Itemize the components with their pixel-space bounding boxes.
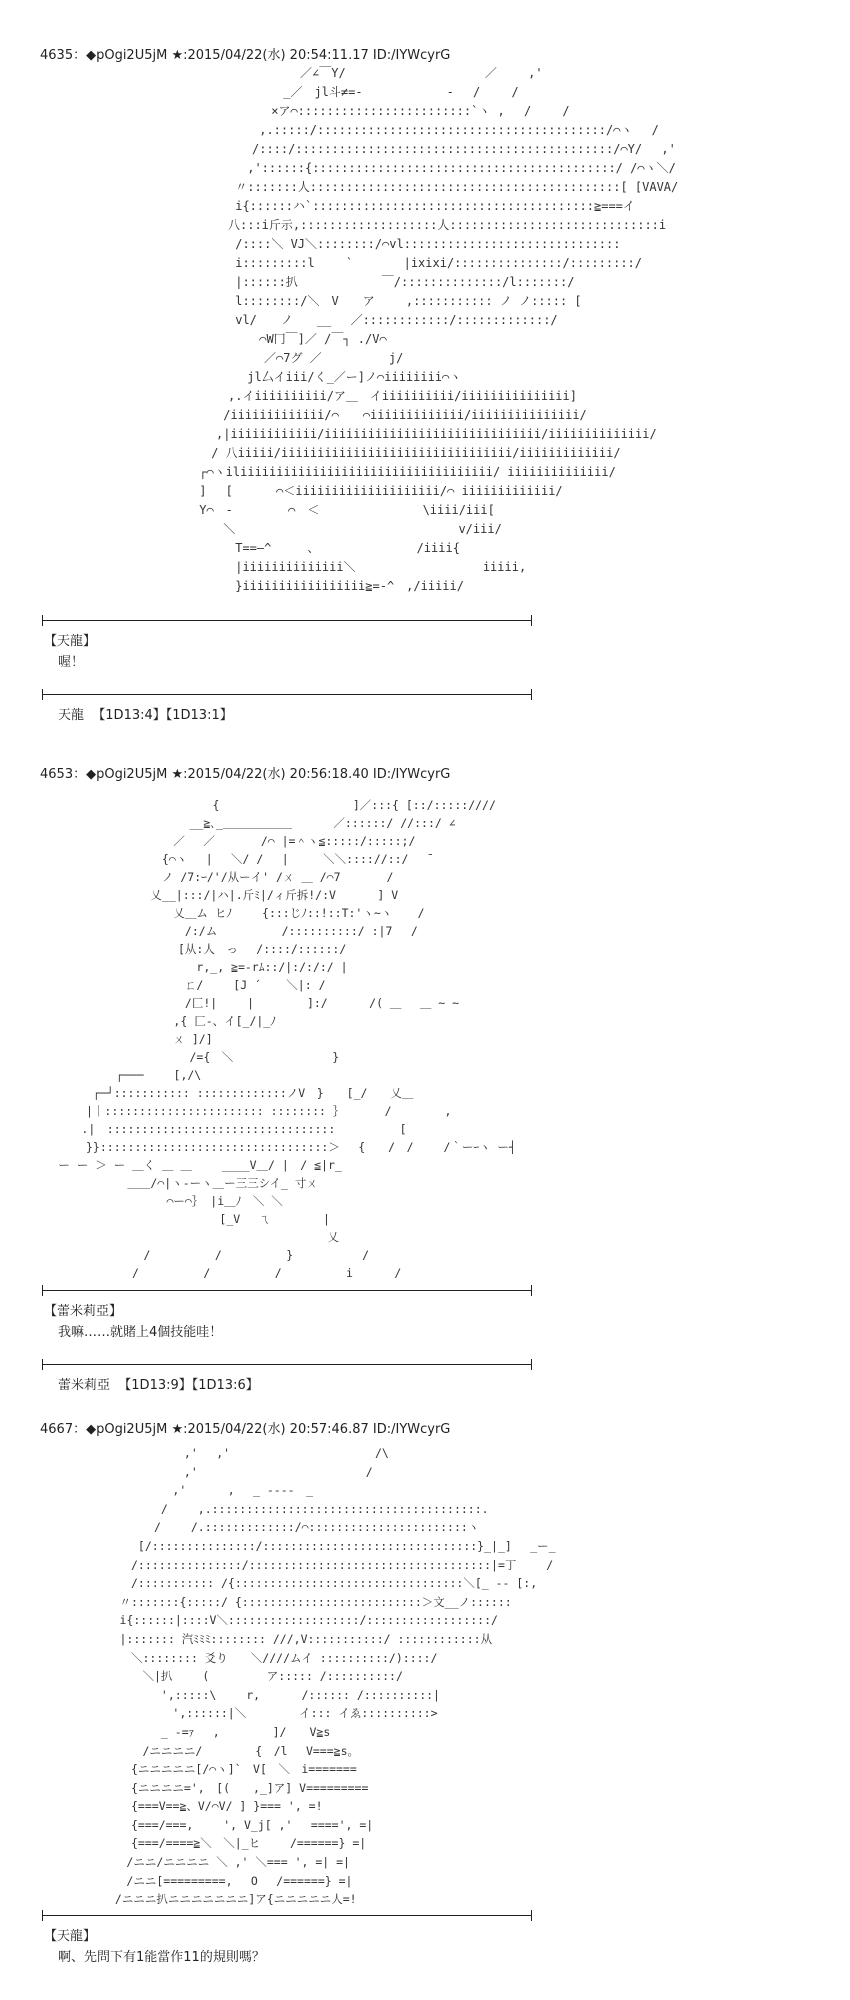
dice-roll-line bbox=[58, 704, 233, 723]
dialogue-line: 喔！ bbox=[58, 655, 85, 670]
divider bbox=[42, 620, 532, 621]
dialogue-line: 我嘛……就賭上4個技能哇！ bbox=[58, 1325, 223, 1340]
ascii-art-tenryu-1: ／∠￣Y/ ／ ,' _／ jl斗≠=- - / / ×ア⌒::::::::::::::::::::::::`ヽ , / / ,.:::::/::::::::::::::::::::::::::::::::::::::::/⌒ヽ / /::::/::::::::::::::::::::::::::::::::::::::::::::/⌒Y/ ,' ,'::::::{::::::::::::::::::::::::::::::::::::::::::/ /⌒ヽ＼/ 〃:::::::人:::::::::::::::::::::::::::::::::::::::::::[ [VAVA/ i{::::::ハ`:::::::::::::::::::::::::::::::::::::::≧===イ 八:::i斤示,:::::::::::::::::::人:::::::::::::::::::::::::::::i /::::＼ VJ＼::::::::/⌒vl:::::::::::::::::::::::::::::: i:::::::::l ` |ixixi/:::::::::::::::/:::::::::/ |::::::扒 ￣/::::::::::::::/l:::::::/ l::::::::/＼ V ア ,::::::::::: ノ ノ::::: [ vl/ ノ __ ／::::::::::::/:::::::::::::/ ⌒W冂￣]／ /￣┐ ./V⌒ ／⌒7グ ／ j/ jl厶イiii/く_／ー]ノ⌒iiiiiiii⌒ヽ ,.イiiiiiiiiii/ア＿ イiiiiiiiiii/iiiiiiiiiiiiiii] /iiiiiiiiiiiii/⌒ ⌒iiiiiiiiiiiii/iiiiiiiiiiiiiii/ ,|iiiiiiiiiiii/iiiiiiiiiiiiiiiiiiiiiiiiiiiiii/iiiiiiiiiiiiii/ / 八iiiii/iiiiiiiiiiiiiiiiiiiiiiiiiiiiiiii/iiiiiiiiiiiii/ ┌⌒ヽiliiiiiiiiiiiiiiiiiiiiiiiiiiiiiiiiiii/ iiiiiiiiiiiiii/ ] [ ⌒＜iiiiiiiiiiiiiiiiiiii/⌒ iiiiiiiiiiiii/ Y⌒ - ⌒ ＜ \iiii/iii[ ＼ v/iii/ T==―^ 、 /iiii{ |iiiiiiiiiiiiii＼ iiiii, }iiiiiiiiiiiiiiiii≧=-^ ,/iiiii/ bbox=[199, 66, 679, 593]
divider bbox=[42, 1364, 532, 1365]
post-header-4667: 4667：◆pOgi2U5jM ★:2015/04/22(水) 20:57:46.87 ID:/IYWcyrG bbox=[40, 1422, 451, 1437]
ascii-art-tenryu-2: ,' ,' /\ ,' / ,' , _ ---- _ / ,.:::::::::::::::::::::::::::::::::::::::. / /.:::::::::::::/⌒:::::::::::::::::::::::ヽ [/:::::::::::::::/:::::::::::::::::::::::::::::::}_|_] _ー_ /:::::::::::::::/:::::::::::::::::::::::::::::::::::|=丁 / /::::::::::: /{:::::::::::::::::::::::::::::::::＼[_ -- [:, 〃:::::::{:::::/ {::::::::::::::::::::::::::＞文__ノ:::::: i{::::::|::::V＼:::::::::::::::::::/::::::::::::::::::/ |::::::: 汽ﾐﾐﾐ:::::::: ///,V:::::::::::/ ::::::::::::从 ＼:::::::: 爻り ＼////ムイ ::::::::::/)::::/ ＼|扒 ( ア::::: /::::::::::/ ',:::::\ r, /:::::: /::::::::::| ',::::::|＼ イ::: イゑ::::::::::> _ -=ｧ , ]/ V≧s /ニニニニ/ { /l V===≧s。 {ニニニニニ[/⌒ヽ]` V[ ＼ i======= {ニニニニ=', [( ,_]ア] V========= {===V==≧、V/⌒V/ ] }=== ', =! {===/===, ', V_j[ ,' ====', =| {===/====≧＼ ＼|_ヒ /======} =| /ニニ/ニニニニ ＼ ,' ＼=== ', =| =| /ニニ[=========, O /======} =| /ニニニ扒ニニニニニニニ]ア{ニニニニニ人=! bbox=[114, 1446, 556, 1907]
dice-roll-line bbox=[58, 1374, 259, 1393]
divider bbox=[42, 694, 532, 695]
roll-character-name: 蕾米莉亞 bbox=[58, 1378, 111, 1393]
divider bbox=[42, 1290, 532, 1291]
ascii-art-remilia: { ]／:::{ [::/::::://// __≧､_＿＿＿＿＿＿ ／::::::/ //:::/ ∠ ／ ／ /⌒ |=＾ヽ≦:::::/:::::;/ {⌒ヽ | ＼/ / | ＼＼:::://::/ ̄ ノ /7:ｰ/'/从ーイ' /ㄨ ＿ /⌒7 / 乂__|:::/|ハ|.斤ﾐ|/ィ斤拆!/:V ] V 乂＿ム ヒﾉ {:::じﾉ::!::T:'ヽ~ヽ / /:/ム /::::::::::/ :|7 / [从:人 っ /::::/::::::/ r,_, ≧=-rﾑ::/|:/:/:/ | ㄈ/ [J ´ ＼|: / /匚!| | ]:/ /( ＿ ＿ ~ ~ ,{ 匚-、イ[_/|_ﾉ ㄨ ]/] /={ ＼ } ┌─── [,/\ ┌─┘::::::::::: :::::::::::::ノV } [_/ 乂＿ |｜::::::::::::::::::::::: :::::::: ｝ / , .| ::::::::::::::::::::::::::::::::: [ }}:::::::::::::::::::::::::::::::::＞ { / / /｀ーｰヽ ー┤ ー ー ＞ ー ＿く ＿ ＿ ____V＿/ | / ≦|r_ ＿＿/⌒|ヽ-ーヽ＿ー三三シイ_ 寸ㄨ ⌒ー⌒｝ |i＿ﾉ ＼ ＼ [_V ㄟ | 乂 / / } / / / / i / bbox=[58, 798, 516, 1280]
roll-character-name: 天龍 bbox=[58, 708, 85, 723]
dialogue-line: 啊、先問下有1能當作11的規則嗎？ bbox=[58, 1950, 265, 1965]
roll-values: 【1D13:9】【1D13:6】 bbox=[118, 1378, 259, 1393]
divider bbox=[42, 1915, 532, 1916]
speaker-label: 【天龍】 bbox=[44, 634, 97, 649]
speaker-label: 【蕾米莉亞】 bbox=[44, 1304, 123, 1319]
post-header-4653: 4653：◆pOgi2U5jM ★:2015/04/22(水) 20:56:18.40 ID:/IYWcyrG bbox=[40, 767, 451, 782]
speaker-label: 【天龍】 bbox=[44, 1929, 97, 1944]
post-header-4635: 4635：◆pOgi2U5jM ★:2015/04/22(水) 20:54:11.17 ID:/IYWcyrG bbox=[40, 48, 451, 63]
roll-values: 【1D13:4】【1D13:1】 bbox=[92, 708, 233, 723]
